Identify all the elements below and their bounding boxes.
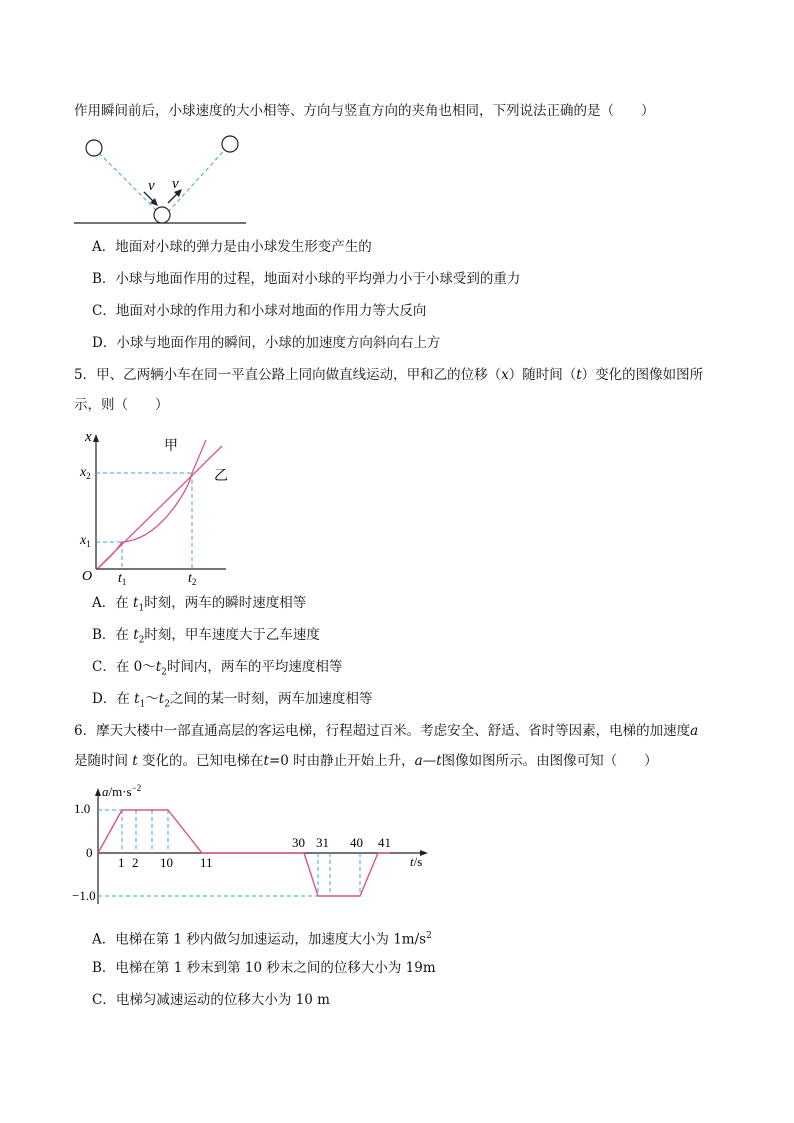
x-tick-t1: $t_1$ xyxy=(118,571,127,587)
q5-option-d[interactable]: D．在 $t_1\sim t_2$之间的某一时刻，两车加速度相等 xyxy=(92,691,373,710)
y-axis-arrow xyxy=(93,434,99,442)
ball-contact xyxy=(154,207,170,223)
series-yi-line xyxy=(98,446,222,568)
y-tick-x1: $x_1$ xyxy=(80,533,91,549)
y-tick-zero: 0 xyxy=(86,845,93,860)
q5-stem-line2: 示，则（ ） xyxy=(74,397,169,413)
q4-option-c[interactable]: C．地面对小球的作用力和小球对地面的作用力等大反向 xyxy=(92,303,427,319)
y-tick-minus1: −1.0 xyxy=(72,888,96,903)
q4-option-a[interactable]: A．地面对小球的弹力是由小球发生形变产生的 xyxy=(92,239,372,255)
origin-label: O xyxy=(82,569,93,584)
t-axis-label: t/s xyxy=(410,854,423,869)
series-jia-curve xyxy=(98,440,206,568)
x-tick-31: 31 xyxy=(316,835,329,850)
a-axis-label: $a/m\cdot s^{-2}$ xyxy=(102,783,142,799)
x-tick-41: 41 xyxy=(378,835,391,850)
y-tick-plus1: 1.0 xyxy=(74,801,91,816)
velocity-label-out: v xyxy=(172,176,179,192)
ball-end xyxy=(222,136,238,152)
q5-option-a[interactable]: A．在 $t_1$时刻，两车的瞬时速度相等 xyxy=(92,595,307,614)
x-tick-11: 11 xyxy=(200,855,213,870)
q5-option-b[interactable]: B．在 $t_2$时刻，甲车速度大于乙车速度 xyxy=(92,627,320,646)
x-tick-1: 1 xyxy=(118,855,125,870)
q4-ball-bounce-figure xyxy=(70,130,260,230)
q6-stem-line2: 是随时间 t 变化的。已知电梯在t=0 时由静止开始上升，a—t图像如图所示。由图像可知（ ） xyxy=(74,753,658,769)
q5-stem-line1: 5．甲、乙两辆小车在同一平直公路上同向做直线运动，甲和乙的位移（x）随时间（t）变化的图像如图所 xyxy=(74,367,704,383)
x-tick-30: 30 xyxy=(292,835,305,850)
series-yi-label: 乙 xyxy=(214,469,228,484)
q5-option-c[interactable]: C．在 $0\sim t_2$时间内，两车的平均速度相等 xyxy=(92,659,343,678)
y-tick-x2: $x_2$ xyxy=(80,465,91,481)
q6-option-a[interactable]: A．电梯在第 1 秒内做匀加速运动，加速度大小为 $1m/s^2$ xyxy=(92,931,432,948)
x-tick-2: 2 xyxy=(132,855,139,870)
q6-stem-line1: 6．摩天大楼中一部直通高层的客运电梯，行程超过百米。考虑安全、舒适、省时等因素，电梯的加速度a xyxy=(74,723,699,739)
q4-option-d[interactable]: D．小球与地面作用的瞬间，小球的加速度方向斜向右上方 xyxy=(92,335,441,351)
x-tick-40: 40 xyxy=(350,835,363,850)
a-axis-arrow xyxy=(95,788,101,796)
q6-at-chart xyxy=(72,782,442,912)
q5-xt-chart xyxy=(76,428,236,588)
x-tick-t2: $t_2$ xyxy=(188,571,197,587)
q6-option-b[interactable]: B．电梯在第 1 秒末到第 10 秒末之间的位移大小为 19m xyxy=(92,960,436,976)
q6-option-c[interactable]: C．电梯匀减速运动的位移大小为 10 m xyxy=(92,992,330,1008)
q4-option-b[interactable]: B．小球与地面作用的过程，地面对小球的平均弹力小于小球受到的重力 xyxy=(92,271,521,287)
x-tick-10: 10 xyxy=(160,855,173,870)
series-jia-label: 甲 xyxy=(164,439,178,454)
y-axis-label: x xyxy=(85,429,92,445)
q4-stem-tail: 作用瞬间前后，小球速度的大小相等、方向与竖直方向的夹角也相同，下列说法正确的是（ ） xyxy=(74,103,655,119)
ball-start xyxy=(86,140,102,156)
velocity-label-in: v xyxy=(148,178,155,194)
